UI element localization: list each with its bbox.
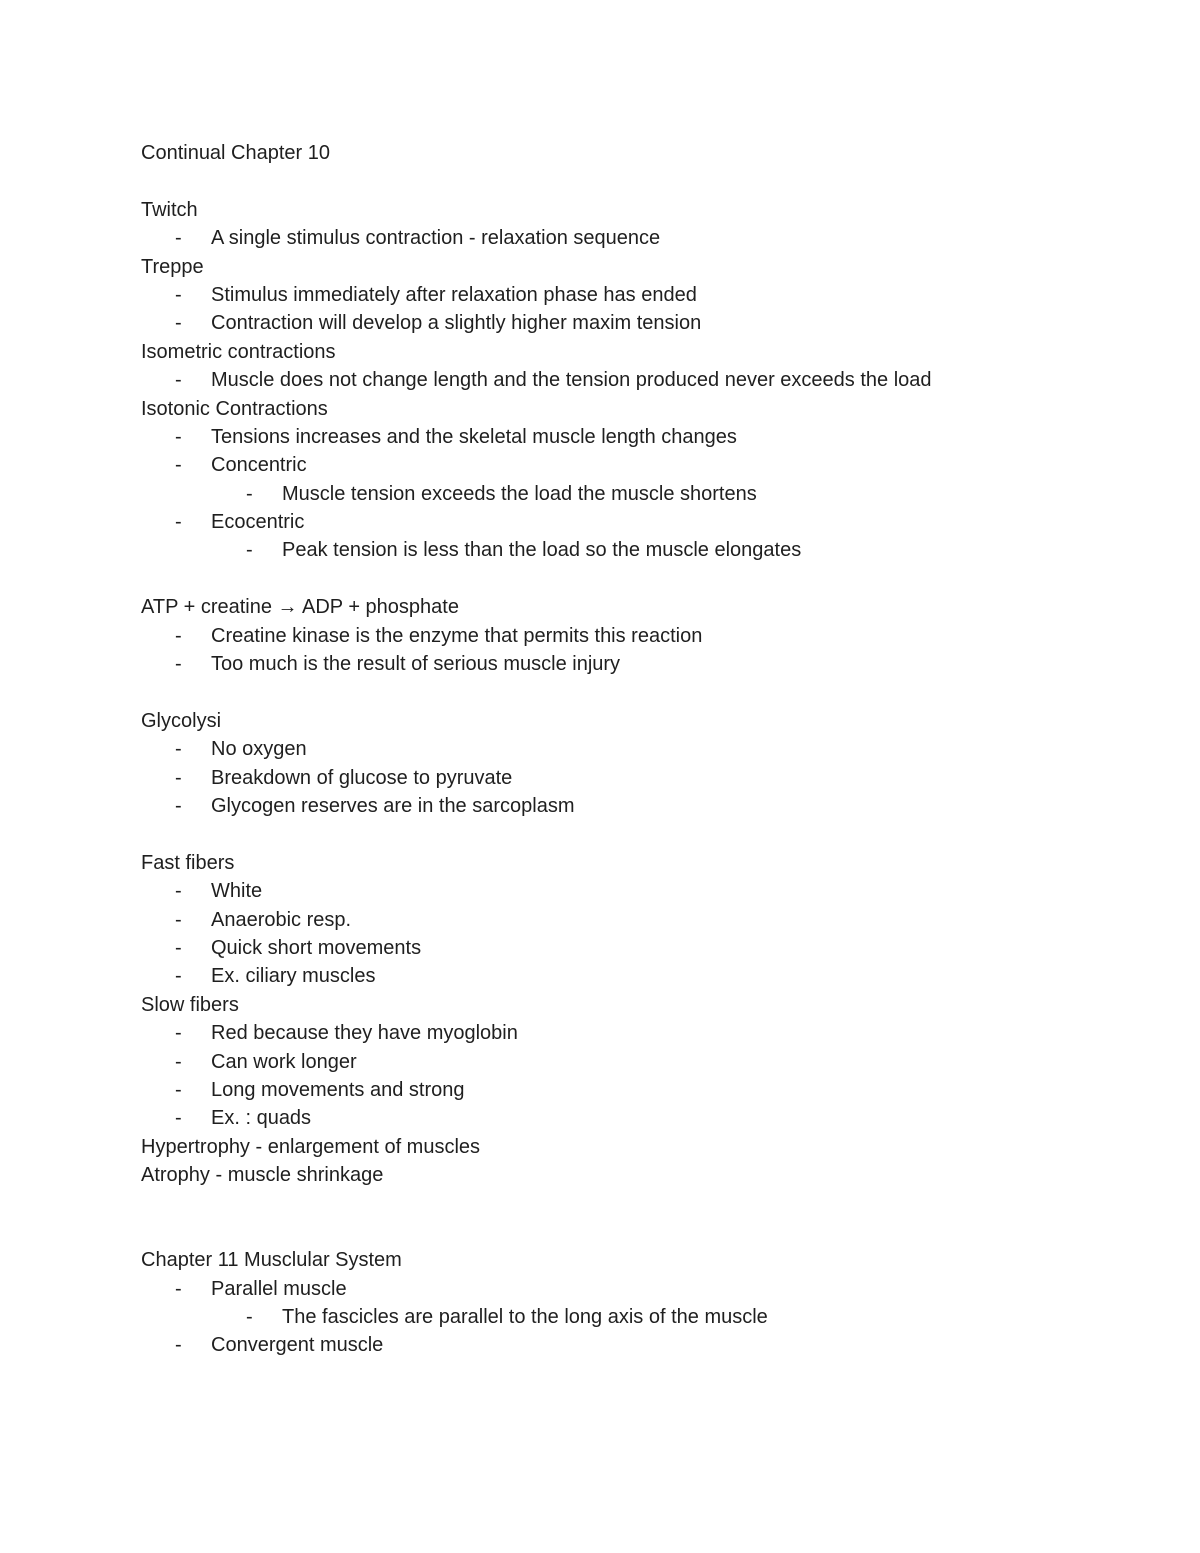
heading-line	[141, 395, 1041, 423]
blank-line	[141, 565, 1041, 593]
blank-line	[141, 820, 1041, 848]
line-text: Peak tension is less than the load so the muscle elongates	[282, 539, 802, 562]
bullet-item-level-1	[141, 281, 1041, 309]
line-text: Long movements and strong	[211, 1078, 465, 1101]
heading-line	[141, 1133, 1041, 1161]
line-text: Glycogen reserves are in the sarcoplasm	[211, 794, 575, 817]
document-body	[141, 139, 1041, 1360]
bullet-item-level-1	[141, 508, 1041, 536]
line-text: Creatine kinase is the enzyme that permits this reaction	[211, 624, 703, 647]
line-text: The fascicles are parallel to the long axis of the muscle	[282, 1306, 768, 1329]
line-text: A single stimulus contraction - relaxation sequence	[211, 227, 661, 250]
bullet-dash: -	[175, 1107, 182, 1130]
bullet-item-level-1	[141, 906, 1041, 934]
bullet-item-level-1	[141, 1019, 1041, 1047]
bullet-dash: -	[175, 908, 182, 931]
bullet-dash: -	[175, 1277, 182, 1300]
bullet-dash: -	[175, 794, 182, 817]
bullet-dash: -	[246, 482, 253, 505]
bullet-dash: -	[246, 1306, 253, 1329]
line-text: Continual Chapter 10	[141, 142, 331, 164]
bullet-dash: -	[175, 1078, 182, 1101]
heading-line	[141, 593, 1041, 621]
heading-line	[141, 707, 1041, 735]
line-text: Glycolysi	[141, 709, 222, 732]
heading-line	[141, 1246, 1041, 1274]
bullet-item-level-1	[141, 962, 1041, 990]
heading-line	[141, 253, 1041, 281]
bullet-dash: -	[175, 624, 182, 647]
bullet-dash: -	[175, 425, 182, 448]
blank-line	[141, 1189, 1041, 1217]
line-text: ATP + creatine → ADP + phosphate	[141, 596, 459, 619]
blank-line	[141, 1218, 1041, 1246]
bullet-dash: -	[175, 283, 182, 306]
bullet-dash: -	[175, 880, 182, 903]
line-text: Chapter 11 Musclular System	[141, 1249, 402, 1272]
blank-line	[141, 678, 1041, 706]
bullet-item-level-1	[141, 764, 1041, 792]
bullet-item-level-1	[141, 1104, 1041, 1132]
line-text: Muscle does not change length and the tension produced never exceeds the load	[211, 369, 932, 392]
bullet-dash: -	[175, 369, 182, 392]
bullet-item-level-1	[141, 622, 1041, 650]
bullet-dash: -	[175, 965, 182, 988]
bullet-item-level-1	[141, 735, 1041, 763]
bullet-dash: -	[175, 1050, 182, 1073]
bullet-item-level-1	[141, 650, 1041, 678]
heading-line	[141, 1161, 1041, 1189]
line-text: Red because they have myoglobin	[211, 1022, 518, 1045]
bullet-item-level-1	[141, 224, 1041, 252]
bullet-item-level-1	[141, 423, 1041, 451]
line-text: Parallel muscle	[211, 1277, 347, 1300]
line-text: Hypertrophy - enlargement of muscles	[141, 1135, 481, 1158]
bullet-item-level-2	[141, 536, 1041, 564]
line-text: White	[211, 880, 263, 903]
bullet-dash: -	[246, 539, 253, 562]
line-text: Slow fibers	[141, 993, 239, 1016]
line-text: Treppe	[141, 255, 204, 278]
bullet-item-level-1	[141, 934, 1041, 962]
line-text: Can work longer	[211, 1050, 357, 1073]
bullet-item-level-2	[141, 480, 1041, 508]
line-text: Ecocentric	[211, 511, 305, 534]
bullet-dash: -	[175, 511, 182, 534]
bullet-item-level-1	[141, 877, 1041, 905]
line-text: Convergent muscle	[211, 1334, 384, 1357]
line-text: No oxygen	[211, 738, 307, 761]
line-text: Atrophy - muscle shrinkage	[141, 1164, 384, 1187]
heading-line	[141, 338, 1041, 366]
line-text: Isometric contractions	[141, 340, 336, 363]
line-text: Contraction will develop a slightly higher maxim tension	[211, 312, 702, 335]
line-text: Concentric	[211, 454, 307, 477]
line-text: Breakdown of glucose to pyruvate	[211, 766, 513, 789]
line-text: Tensions increases and the skeletal muscle length changes	[211, 425, 737, 448]
bullet-dash: -	[175, 653, 182, 676]
line-text: Stimulus immediately after relaxation phase has ended	[211, 283, 697, 306]
line-text: Anaerobic resp.	[211, 908, 352, 931]
bullet-dash: -	[175, 312, 182, 335]
bullet-dash: -	[175, 766, 182, 789]
line-text: Quick short movements	[211, 936, 422, 959]
bullet-dash: -	[175, 454, 182, 477]
bullet-item-level-1	[141, 451, 1041, 479]
bullet-item-level-1	[141, 1048, 1041, 1076]
line-text: Isotonic Contractions	[141, 397, 328, 420]
line-text: Ex. ciliary muscles	[211, 965, 376, 988]
bullet-item-level-1	[141, 309, 1041, 337]
bullet-dash: -	[175, 1334, 182, 1357]
heading-line	[141, 196, 1041, 224]
bullet-item-level-1	[141, 1331, 1041, 1359]
line-text: Fast fibers	[141, 851, 235, 874]
bullet-dash: -	[175, 738, 182, 761]
bullet-item-level-2	[141, 1303, 1041, 1331]
heading-line	[141, 991, 1041, 1019]
blank-line	[141, 167, 1041, 195]
line-text: Twitch	[141, 198, 198, 221]
bullet-dash: -	[175, 1022, 182, 1045]
bullet-item-level-1	[141, 792, 1041, 820]
bullet-dash: -	[175, 227, 182, 250]
bullet-item-level-1	[141, 1076, 1041, 1104]
bullet-item-level-1	[141, 1275, 1041, 1303]
bullet-dash: -	[175, 936, 182, 959]
heading-line	[141, 139, 1041, 167]
line-text: Too much is the result of serious muscle injury	[211, 653, 621, 676]
line-text: Muscle tension exceeds the load the muscle shortens	[282, 482, 757, 505]
line-text: Ex. : quads	[211, 1107, 312, 1130]
bullet-item-level-1	[141, 366, 1041, 394]
heading-line	[141, 849, 1041, 877]
